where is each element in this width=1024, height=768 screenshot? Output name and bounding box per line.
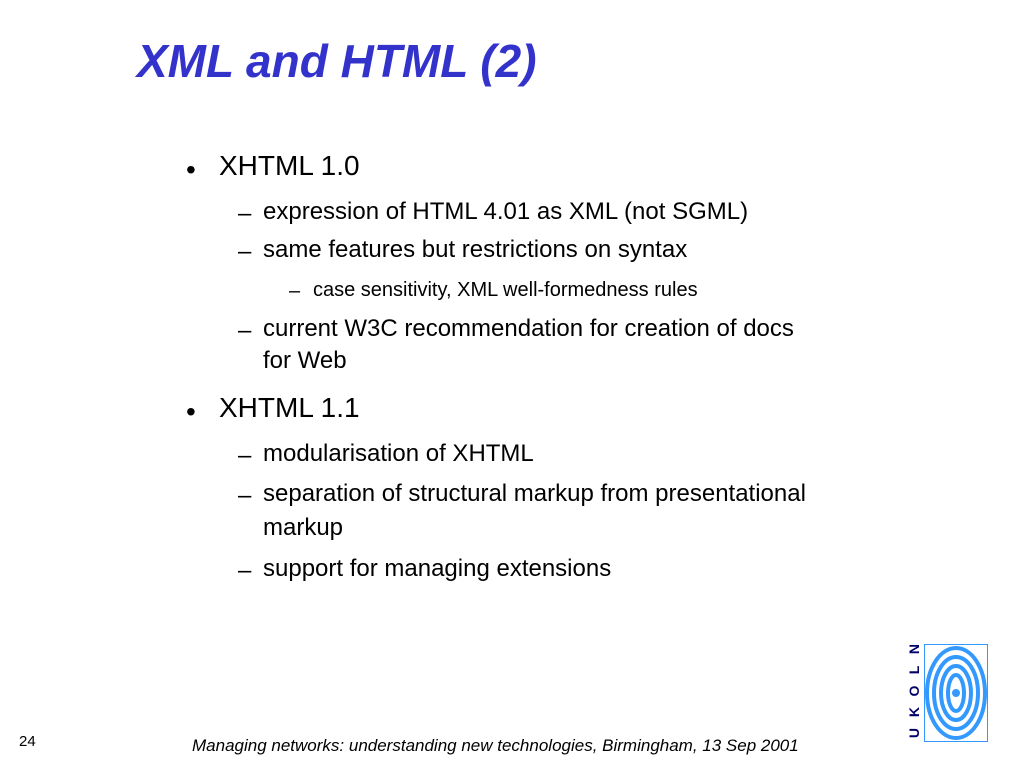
dash-marker: – [238, 482, 252, 509]
ukoln-logo [904, 641, 988, 745]
logo-letter: K [906, 706, 922, 718]
sub-sub-bullet: case sensitivity, XML well-formedness rules [313, 279, 698, 301]
footer-text: Managing networks: understanding new technologies, Birmingham, 13 Sep 2001 [192, 736, 799, 755]
page-number: 24 [19, 733, 36, 750]
slide-title: XML and HTML (2) [137, 35, 537, 87]
sub-bullet: current W3C recommendation for creation of docs [263, 315, 794, 342]
dash-marker: – [289, 280, 301, 302]
sub-bullet-continuation: for Web [263, 347, 347, 374]
logo-letter: N [906, 643, 922, 655]
dash-marker: – [238, 317, 252, 344]
logo-letter: L [906, 665, 922, 675]
bullet-xhtml-1-1: XHTML 1.1 [219, 392, 360, 423]
sub-bullet-continuation: markup [263, 514, 344, 541]
bullet-marker: • [186, 154, 196, 185]
sub-bullet: expression of HTML 4.01 as XML (not SGML) [263, 198, 749, 225]
logo-letter: U [906, 727, 922, 739]
dash-marker: – [238, 200, 252, 227]
sub-bullet: separation of structural markup from presentational [263, 480, 806, 507]
dash-marker: – [238, 557, 252, 584]
dash-marker: – [238, 238, 252, 265]
logo-letter: O [906, 685, 922, 697]
ukoln-eye-icon [924, 644, 988, 742]
bullet-marker: • [186, 396, 196, 427]
sub-bullet: same features but restrictions on syntax [263, 236, 688, 263]
logo-letters [904, 641, 922, 745]
bullet-xhtml-1-0: XHTML 1.0 [219, 150, 360, 181]
sub-bullet: support for managing extensions [263, 555, 612, 582]
dash-marker: – [238, 442, 252, 469]
sub-bullet: modularisation of XHTML [263, 440, 534, 467]
